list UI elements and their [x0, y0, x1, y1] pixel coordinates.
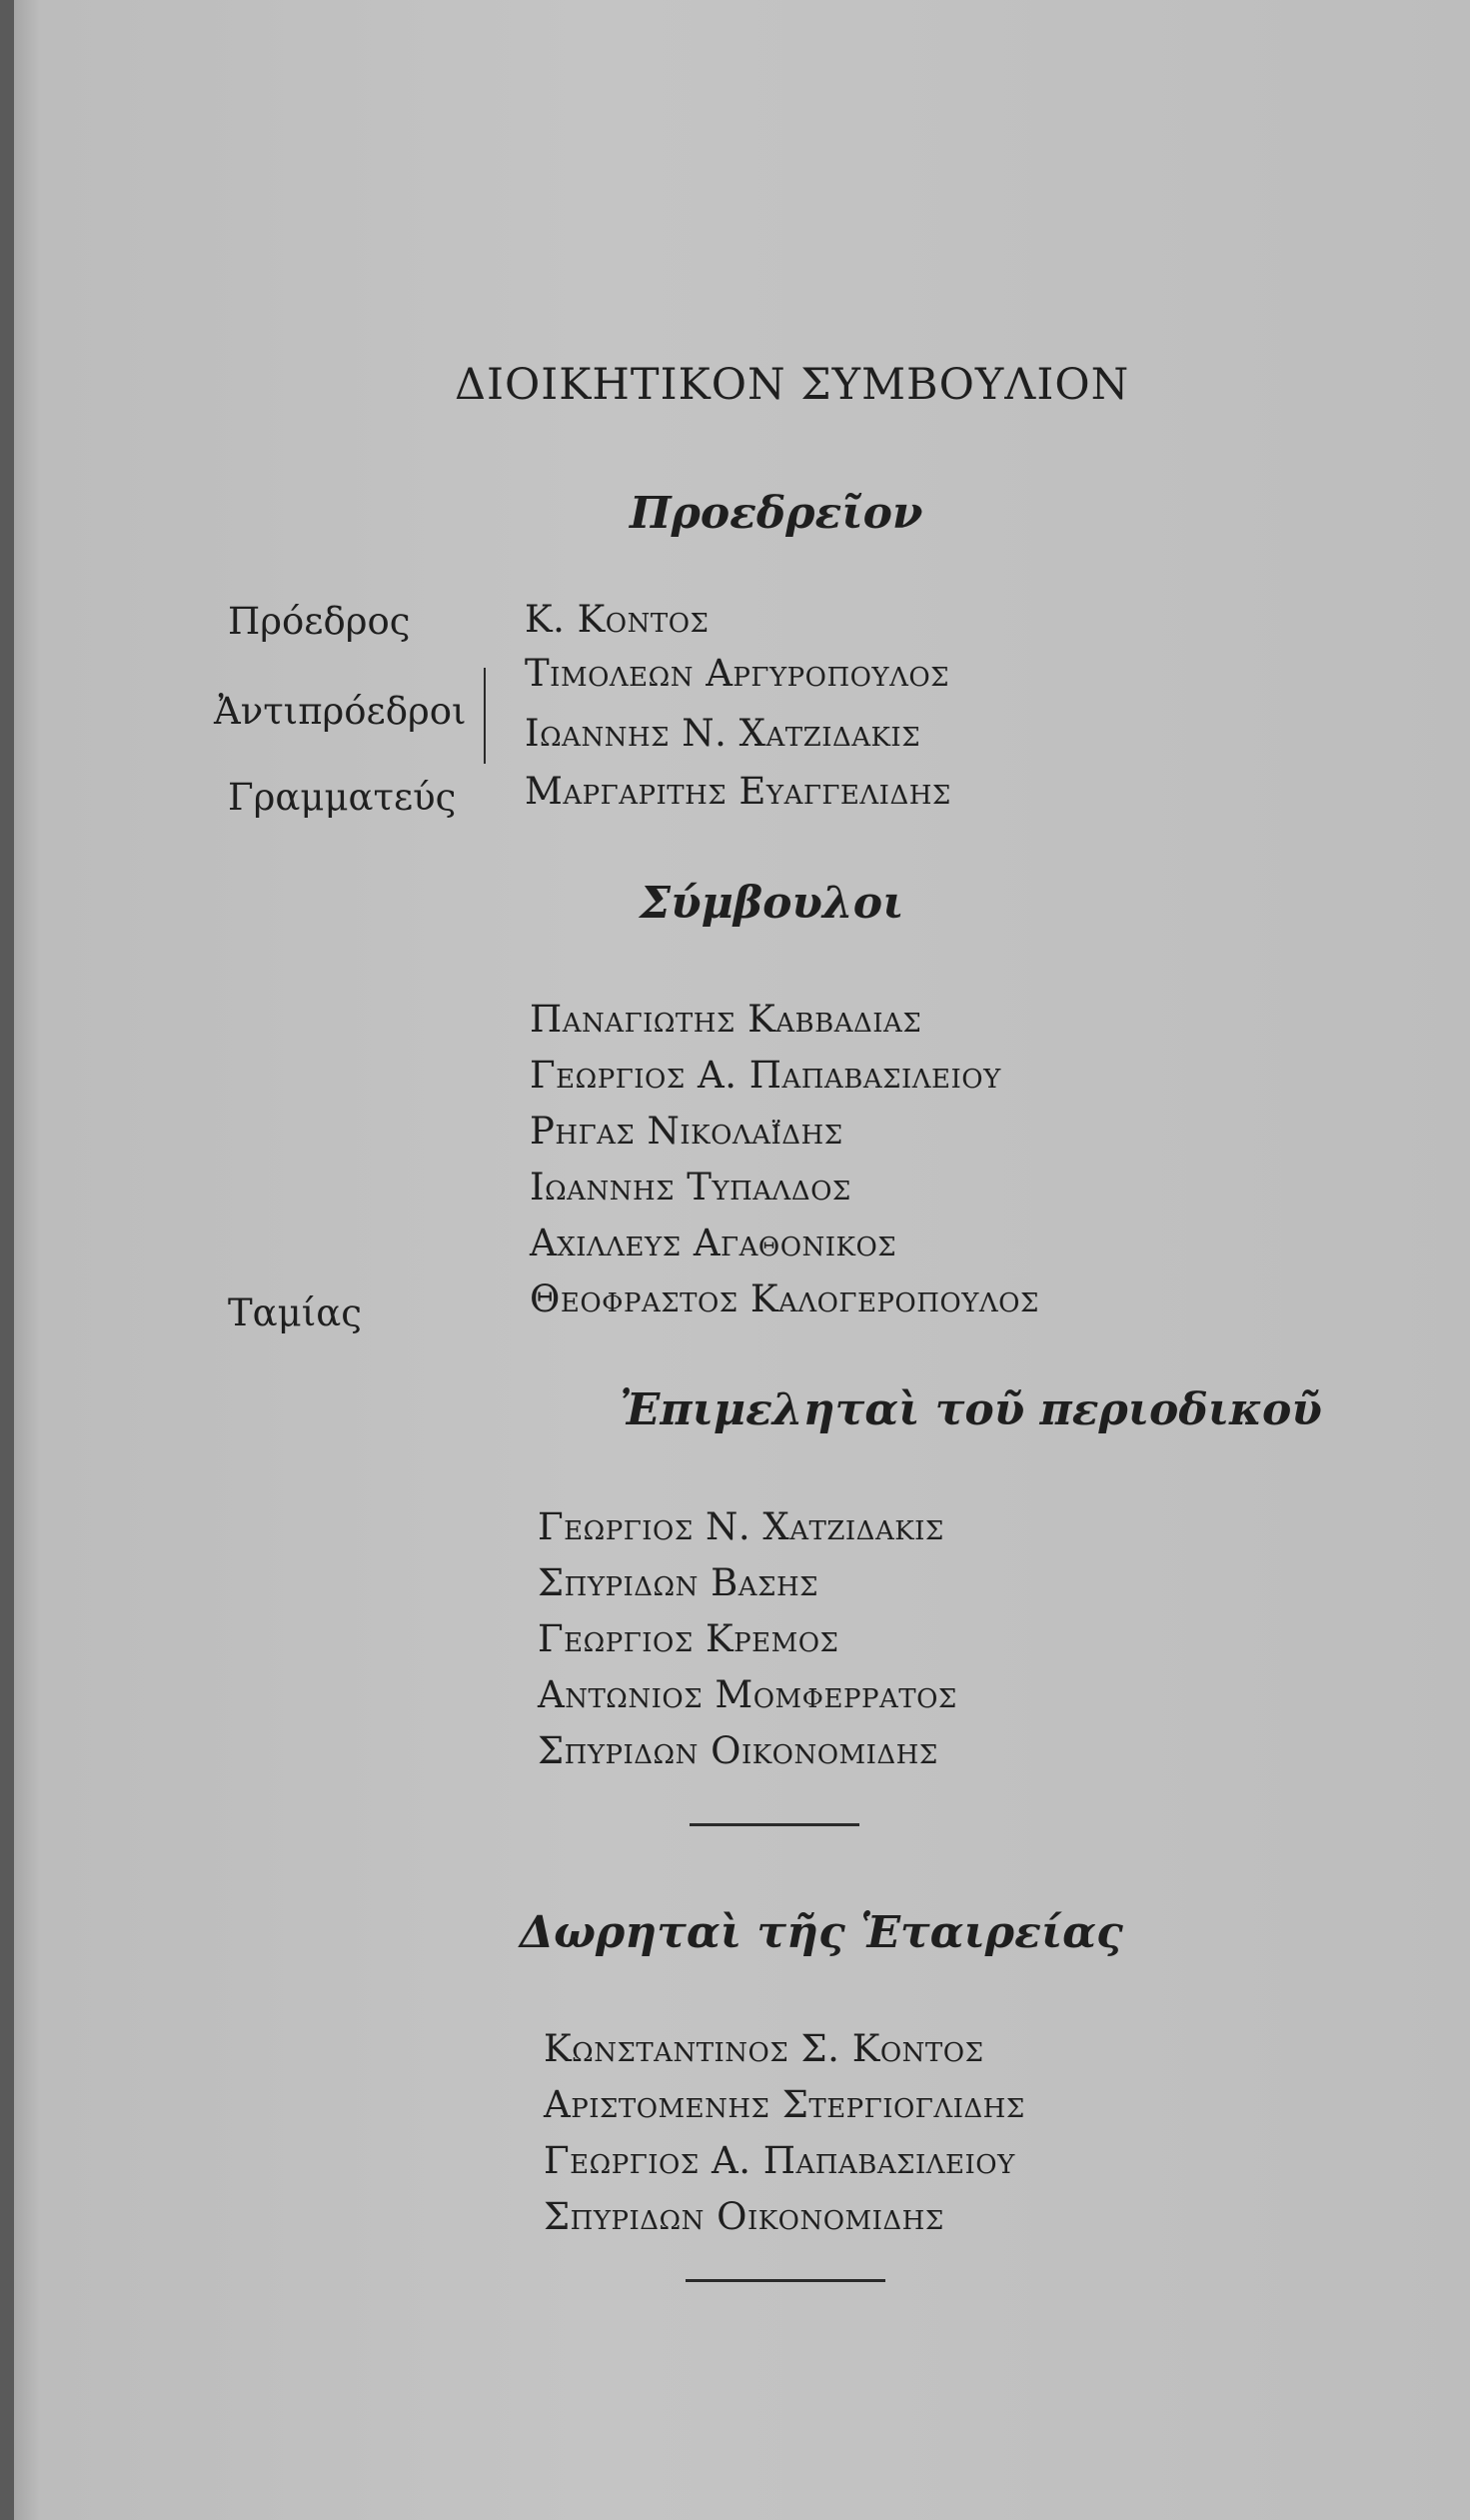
divider	[686, 2279, 885, 2282]
name-president: Κ. Κοντος	[525, 598, 710, 641]
list-item: Ιωαννης Τυπαλδος	[530, 1166, 851, 1209]
label-vice-presidents: Ἀντιπρόεδροι	[214, 690, 467, 733]
list-item: Αριστομενης Στεργιογλιδης	[544, 2083, 1025, 2126]
list-item: Αντωνιος Μομφερρατος	[538, 1673, 957, 1716]
page-title: ΔΙΟΙΚΗΤΙΚΟΝ ΣΥΜΒΟΥΛΙΟΝ	[455, 360, 1130, 410]
brace-vice-presidents	[484, 668, 486, 764]
section-heading-proedreion: Προεδρεῖον	[630, 488, 923, 539]
list-item: Αχιλλευς Αγαθονικος	[530, 1222, 897, 1264]
divider	[690, 1823, 859, 1826]
list-item: Σπυριδων Βασης	[538, 1561, 819, 1604]
name-vice-president-1: Τιμολεων Αργυροπουλος	[525, 652, 950, 695]
list-item: Γεωργιος Α. Παπαβασιλειου	[530, 1054, 1001, 1097]
list-item: Ρηγας Νικολαΐδης	[530, 1110, 843, 1153]
list-item: Σπυριδων Οικονομιδης	[544, 2195, 944, 2238]
name-secretary: Μαργαριτης Ευαγγελιδης	[525, 770, 951, 813]
label-president: Πρόεδρος	[228, 600, 411, 643]
list-item: Γεωργιος Κρεμος	[538, 1617, 839, 1660]
name-vice-president-2: Ιωαννης Ν. Χατζιδακις	[525, 712, 921, 755]
name-treasurer: Θεοφραστος Καλογεροπουλος	[530, 1277, 1039, 1320]
label-treasurer: Ταμίας	[228, 1291, 362, 1334]
list-item: Σπυριδων Οικονομιδης	[538, 1729, 938, 1772]
label-secretary: Γραμματεύς	[228, 776, 457, 819]
list-item: Κωνσταντινος Σ. Κοντος	[544, 2027, 984, 2070]
list-item: Γεωργιος Α. Παπαβασιλειου	[544, 2139, 1015, 2182]
list-item: Παναγιωτης Καββαδιας	[530, 998, 922, 1041]
list-item: Γεωργιος Ν. Χατζιδακις	[538, 1505, 944, 1548]
section-heading-symvouloi: Σύμβουλοι	[640, 878, 904, 929]
page-edge	[0, 0, 14, 2520]
section-heading-dorites: Δωρηταὶ τῆς Ἑταιρείας	[520, 1907, 1123, 1958]
section-heading-epimelitai: Ἐπιμεληταὶ τοῦ περιοδικοῦ	[620, 1384, 1322, 1435]
